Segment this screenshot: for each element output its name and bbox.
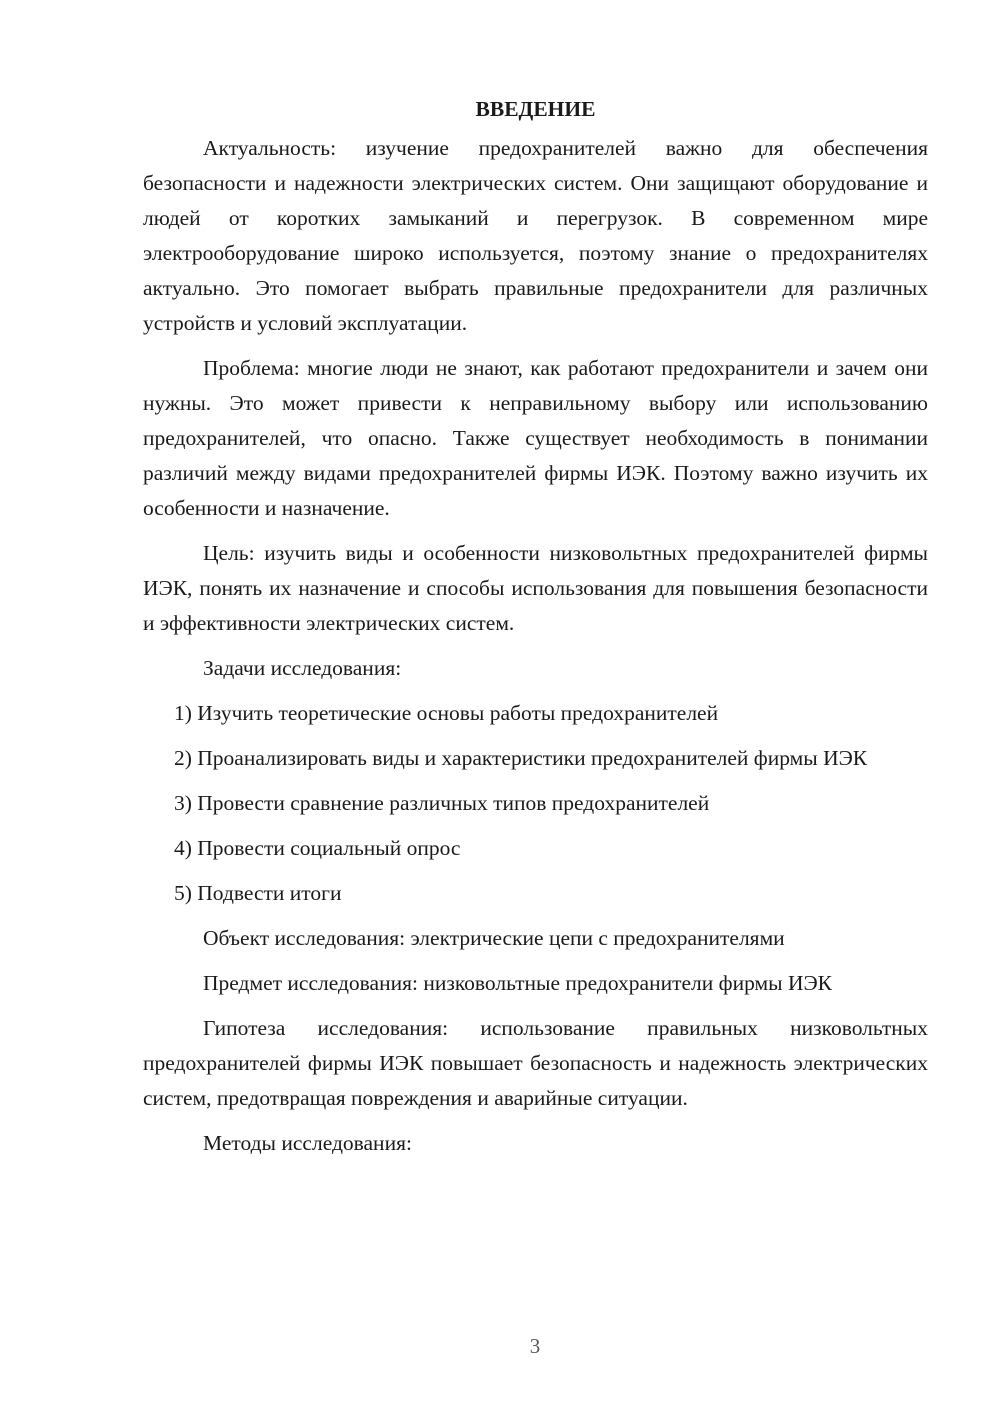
paragraph-relevance: Актуальность: изучение предохранителей важно для обеспечения безопасности и надежности электрических систем. Они защищают оборудование и людей от коротких замыканий и перегрузок. В современном мире электрооборудование широко используется, поэтому знание о предохранителях актуально. Это помогает выбрать правильные предохранители для различных устройств и условий эксплуатации. (143, 136, 928, 335)
paragraph-subject: Предмет исследования: низковольтные предохранители фирмы ИЭК (203, 971, 833, 995)
list-item: 3) Провести сравнение различных типов предохранителей (174, 791, 710, 815)
list-item: 2) Проанализировать виды и характеристики предохранителей фирмы ИЭК (174, 746, 868, 770)
paragraph-hypothesis: Гипотеза исследования: использование правильных низковольтных предохранителей фирмы ИЭК повышает безопасность и надежность электрических систем, предотвращая повреждения и аварийные ситуации. (143, 1016, 928, 1110)
paragraph-object: Объект исследования: электрические цепи с предохранителями (203, 926, 785, 950)
tasks-title: Задачи исследования: (203, 656, 402, 680)
document-page (143, 92, 928, 1171)
list-item: 5) Подвести итоги (174, 881, 342, 905)
page-number: 3 (529, 1334, 541, 1358)
section-heading: ВВЕДЕНИЕ (475, 97, 596, 121)
paragraph-goal: Цель: изучить виды и особенности низковольтных предохранителей фирмы ИЭК, понять их назначение и способы использования для повышения безопасности и эффективности электрических систем. (143, 541, 928, 635)
tasks-list (143, 696, 928, 911)
paragraph-problem: Проблема: многие люди не знают, как работают предохранители и зачем они нужны. Это может привести к неправильному выбору или использованию предохранителей, что опасно. Также существует необходимость в понимании различий между видами предохранителей фирмы ИЭК. Поэтому важно изучить их особенности и назначение. (143, 356, 928, 520)
list-item: 4) Провести социальный опрос (174, 836, 461, 860)
list-item: 1) Изучить теоретические основы работы предохранителей (174, 701, 719, 725)
methods-title: Методы исследования: (203, 1131, 412, 1155)
